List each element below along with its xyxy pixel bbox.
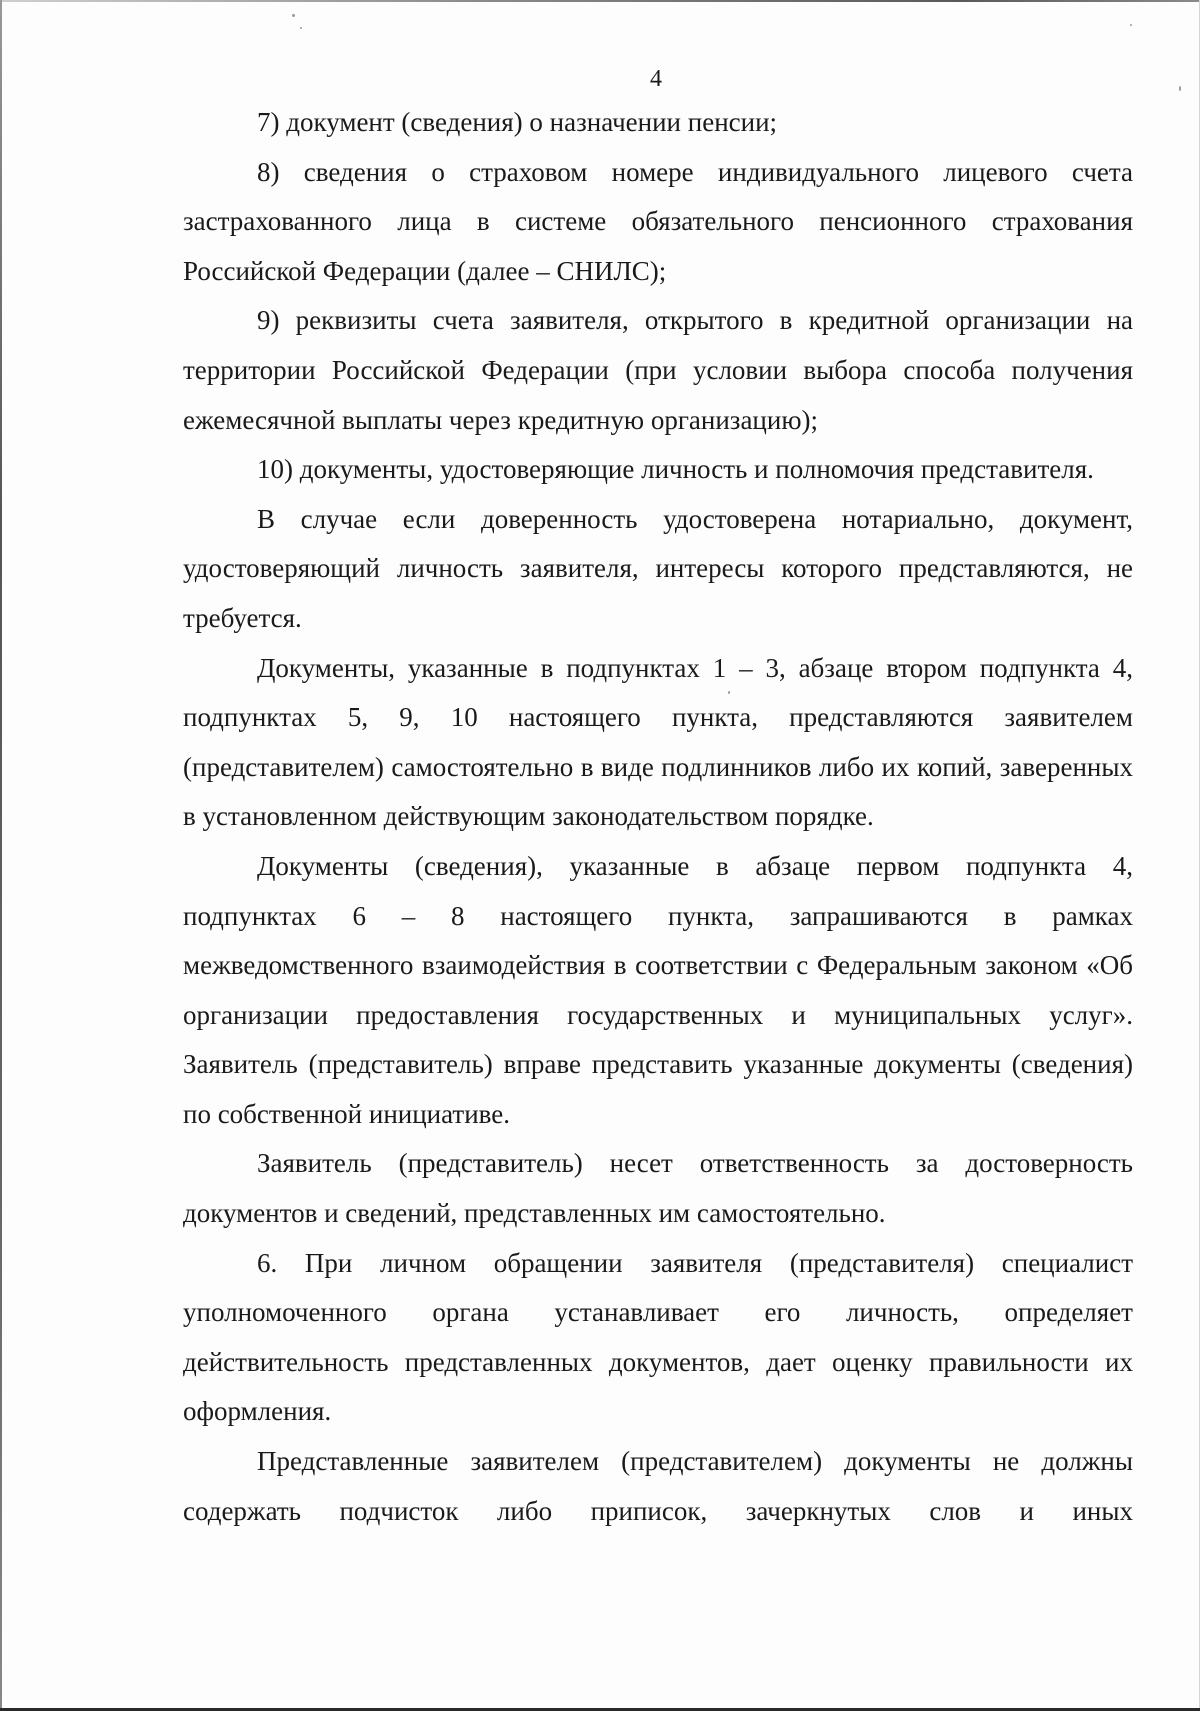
paragraph-item-7: 7) документ (сведения) о назначении пенсии; [257, 107, 778, 137]
scan-edge-left [0, 0, 2, 1711]
paragraph-item-10: 10) документы, удостоверяющие личность и полномочия представителя. [257, 454, 1094, 485]
scan-edge-top [0, 0, 1200, 2]
paragraph-item-8: 8) сведения о страховом номере индивидуального лицевого счета застрахованного лица в системе обязательного пенсионного страхования Российской Федерации (далее – СНИЛС); [183, 156, 1133, 286]
paragraph-notary-case: В случае если доверенность удостоверена нотариально, документ, удостоверяющий личность заявителя, интересы которого представляются, не требуется. [183, 503, 1133, 633]
paragraph-document-requirements: Представленные заявителем (представителем) документы не должны содержать подчисток либо приписок, зачеркнутых слов и иных [183, 1446, 1133, 1526]
body-text [183, 98, 1133, 1536]
scan-speck [1130, 24, 1132, 26]
paragraph-item-9: 9) реквизиты счета заявителя, открытого в кредитной организации на территории Российской Федерации (при условии выбора способа получения ежемесячной выплаты через кредитную организацию); [183, 305, 1133, 435]
scan-speck [300, 27, 302, 29]
paragraph-documents-interagency: Документы (сведения), указанные в абзаце первом подпункта 4, подпунктах 6 – 8 настоящего пункта, запрашиваются в рамках межведомственного взаимодействия в соответствии с Федеральным законом «Об организации предоставления государственных и муниципальных услуг». Заявитель (представитель) вправе представить указанные документы (сведения) по собственной инициативе. [183, 850, 1133, 1129]
paragraph-responsibility: Заявитель (представитель) несет ответственность за достоверность документов и сведений, представленных им самостоятельно. [183, 1148, 1133, 1229]
paragraph-documents-self-submitted: Документы, указанные в подпунктах 1 – 3, абзаце втором подпункта 4, подпунктах 5, 9, 10 настоящего пункта, представляются заявителем (представителем) самостоятельно в виде подлинников либо их копий, заверенных в установленном действующим законодательством порядке. [183, 652, 1133, 832]
paragraph-section-6: 6. При личном обращении заявителя (представителя) специалист уполномоченного органа устанавливает его личность, определяет действительность представленных документов, дает оценку правильности их оформления. [183, 1247, 1133, 1427]
page-number: 4 [650, 66, 662, 92]
scan-speck [292, 14, 295, 17]
